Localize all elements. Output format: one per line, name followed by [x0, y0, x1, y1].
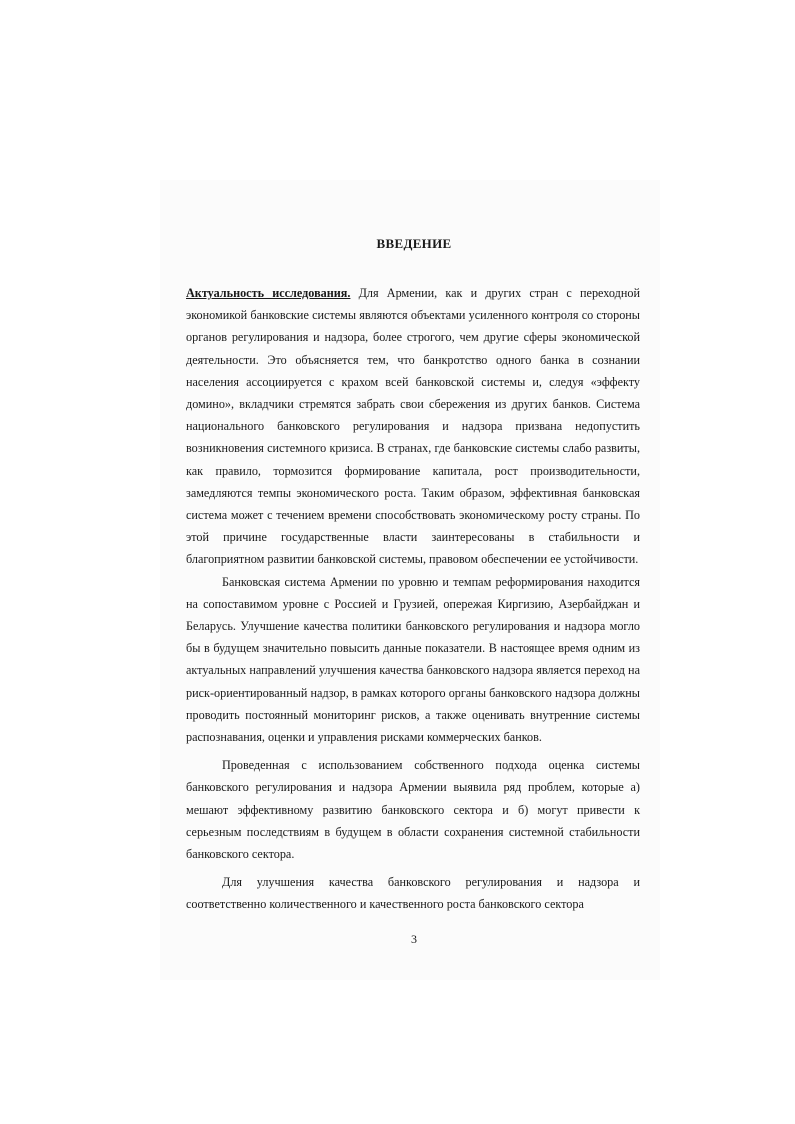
- paragraph-relevance: [186, 282, 640, 571]
- paragraph-banking-system: Банковская система Армении по уровню и темпам реформирования находится на сопоставимом уровне с Россией и Грузией, опережая Киргизию, Азербайджан и Беларусь. Улучшение качества политики банковского регулирования и надзора могло бы в будущем значительно повысить данные показатели. В настоящее время одним из актуальных направлений улучшения качества банковского надзора является переход на риск-ориентированный надзор, в рамках которого органы банковского надзора должны проводить постоянный мониторинг рисков, а также оценивать внутренние системы распознавания, оценки и управления рисками коммерческих банков.: [186, 574, 640, 745]
- document-body: [186, 282, 640, 916]
- page-title: ВВЕДЕНИЕ: [376, 236, 452, 251]
- paragraph-text: Для Армении, как и других стран с переходной экономикой банковские системы являются объектами усиленного контроля со стороны органов регулирования и надзора, более строгого, чем другие сферы экономической деятельности. Это объясняется тем, что банкротство одного банка в сознании населения ассоциируется с крахом всей банковской системы и, следуя «эффекту домино», вкладчики стремятся забрать свои сбережения из других банков. Система национального банковского регулирования и надзора призвана недопустить возникновения системного кризиса. В странах, где банковские системы слабо развиты, как правило, тормозится формирование капитала, рост производительности, замедляются темпы экономического роста. Таким образом, эффективная банковская система может с течением времени способствовать экономическому росту страны. По этой причине государственные власти заинтересованы в стабильности и благоприятном развитии банковской системы, правовом обеспечении ее устойчивости.: [186, 286, 640, 567]
- paragraph-assessment: Проведенная с использованием собственного подхода оценка системы банковского регулирования и надзора Армении выявила ряд проблем, которые а) мешают эффективному развитию банковского сектора и б) могут привести к серьезным последствиям в будущем в области сохранения системной стабильности банковского сектора.: [186, 758, 640, 862]
- paragraph-improvement: Для улучшения качества банковского регулирования и надзора и соответственно количественного и качественного роста банковского сектора: [186, 875, 640, 912]
- page-number: 3: [411, 932, 417, 946]
- lead-label: Актуальность исследования.: [186, 286, 351, 300]
